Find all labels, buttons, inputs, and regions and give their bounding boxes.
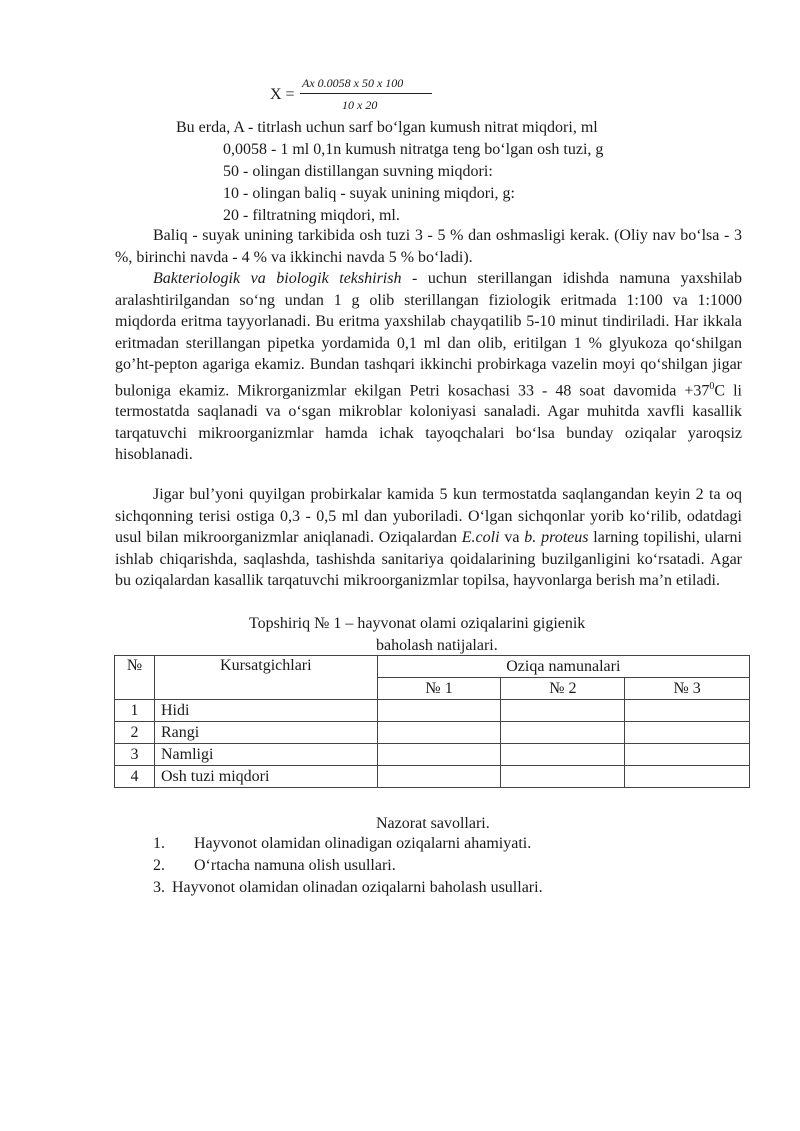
table-cell: [377, 722, 501, 744]
questions-title: Nazorat savollari.: [376, 815, 490, 832]
question-text: O‘rtacha namuna olish usullari.: [194, 857, 396, 874]
question-number: 3.: [153, 879, 165, 896]
table-row: [115, 722, 750, 744]
table-header-row: [115, 656, 750, 678]
formula: [270, 74, 440, 120]
table-cell: [501, 722, 625, 744]
row-indicator: Namligi: [154, 744, 377, 766]
formula-numerator: Ax 0.0058 x 50 x 100: [302, 76, 404, 90]
paragraph-heading: Bakteriologik va biologik tekshirish: [153, 270, 402, 287]
row-number: 3: [115, 744, 155, 766]
legend-item: 0,0058 - 1 ml 0,1n kumush nitratga teng bo‘lgan osh tuzi, g: [223, 141, 604, 158]
paragraph-mice-test: Jigar bul’yoni quyilgan probirkalar kamida 5 kun termostatda saqlangandan keyin 2 ta oq sichqonning terisi ostiga 0,3 - 0,5 ml dan yuboriladi. O‘lgan sichqonlar yorib ko‘rilib, odatdagi usul bilan mikroorganizmlar aniqlanadi. Oziqalardan E.coli va b. proteus larning topilishi, ularni ishlab chiqarishda, saqlashda, tashishda sanitariya qoidalarining buzilganligini ko‘rsatadi. Agar bu oziqalardan kasallik tarqatuvchi mikroorganizmlar topilsa, hayvonlarga berish ma’n etiladi.: [115, 486, 743, 589]
formula-denominator: 10 x 20: [342, 98, 378, 112]
table-cell: [501, 766, 625, 788]
table-title-line2: baholash natijalari.: [376, 637, 498, 654]
table-row: [115, 700, 750, 722]
table-cell: [501, 744, 625, 766]
question-number: 2.: [153, 857, 165, 874]
results-table: [114, 655, 750, 788]
question-number: 1.: [153, 835, 165, 852]
table-cell: [377, 766, 501, 788]
row-indicator: Osh tuzi miqdori: [154, 766, 377, 788]
formula-lhs: X =: [270, 86, 295, 103]
table-cell: [501, 700, 625, 722]
row-number: 2: [115, 722, 155, 744]
paragraph-salt-content: Baliq - suyak unining tarkibida osh tuzi 3 - 5 % dan oshmasligi kerak. (Oliy nav bo‘lsa - 3 %, birinchi navda - 4 % va ikkinchi navda 5 % bo‘ladi).: [115, 227, 742, 266]
table-row: [115, 744, 750, 766]
row-indicator: Hidi: [154, 700, 377, 722]
table-cell: [625, 766, 750, 788]
legend-item: 50 - olingan distillangan suvning miqdori:: [223, 163, 493, 180]
table-cell: [625, 700, 750, 722]
row-indicator: Rangi: [154, 722, 377, 744]
paragraph-bacteriological: Bakteriologik va biologik tekshirish - uchun sterillangan idishda namuna yaxshilab aralashtirilgandan so‘ng undan 1 g olib sterillangan fiziologik eritmada 1:100 va 1:1000 miqdorda eritma tayyorlanadi. Bu eritma yaxshilab chayqatilib 5-10 minut tindiriladi. Har ikkala eritmadan sterillangan pipetka yordamida 0,1 ml dan olib, eritilgan 1 % glyukoza qo‘shilgan go’ht-pepton agariga ekamiz. Bundan tashqari ikkinchi probirkaga vazelin moyi qo‘shilgan jigar buloniga ekamiz. Mikrorganizmlar ekilgan Petri kosachasi 33 - 48 soat davomida $+37^0C$ li termostatda saqlanadi va o‘sgan mikroblar koloniyasi sanaladi. Agar muhitda xavfli kasallik tarqatuvchi mikroorganizmlar hamda ichak tayoqchalari bo‘lsa bunday oziqalar yaroqsiz hisoblanadi.: [115, 270, 743, 464]
header-samples: Oziqa namunalari: [377, 656, 749, 678]
table-cell: [377, 744, 501, 766]
table-row: [115, 766, 750, 788]
header-sample-3: № 3: [625, 678, 750, 700]
header-indicators: Kursatgichlari: [154, 656, 377, 700]
question-text: Hayvonot olamidan olinadigan oziqalarni ahamiyati.: [194, 835, 532, 852]
question-text: Hayvonot olamidan olinadan oziqalarni baholash usullari.: [172, 879, 543, 896]
table-title: Topshiriq № 1 – hayvonat olami oziqalarini gigienik: [249, 615, 586, 632]
legend-intro: Bu erda, A - titrlash uchun sarf bo‘lgan kumush nitrat miqdori, ml: [176, 119, 598, 136]
table-cell: [625, 722, 750, 744]
header-sample-2: № 2: [501, 678, 625, 700]
row-number: 1: [115, 700, 155, 722]
header-sample-1: № 1: [377, 678, 501, 700]
header-number: №: [115, 656, 155, 700]
table-cell: [377, 700, 501, 722]
fraction-bar: [300, 93, 432, 94]
legend-item: 20 - filtratning miqdori, ml.: [223, 207, 400, 224]
table-cell: [625, 744, 750, 766]
legend-item: 10 - olingan baliq - suyak unining miqdori, g:: [223, 185, 515, 202]
row-number: 4: [115, 766, 155, 788]
